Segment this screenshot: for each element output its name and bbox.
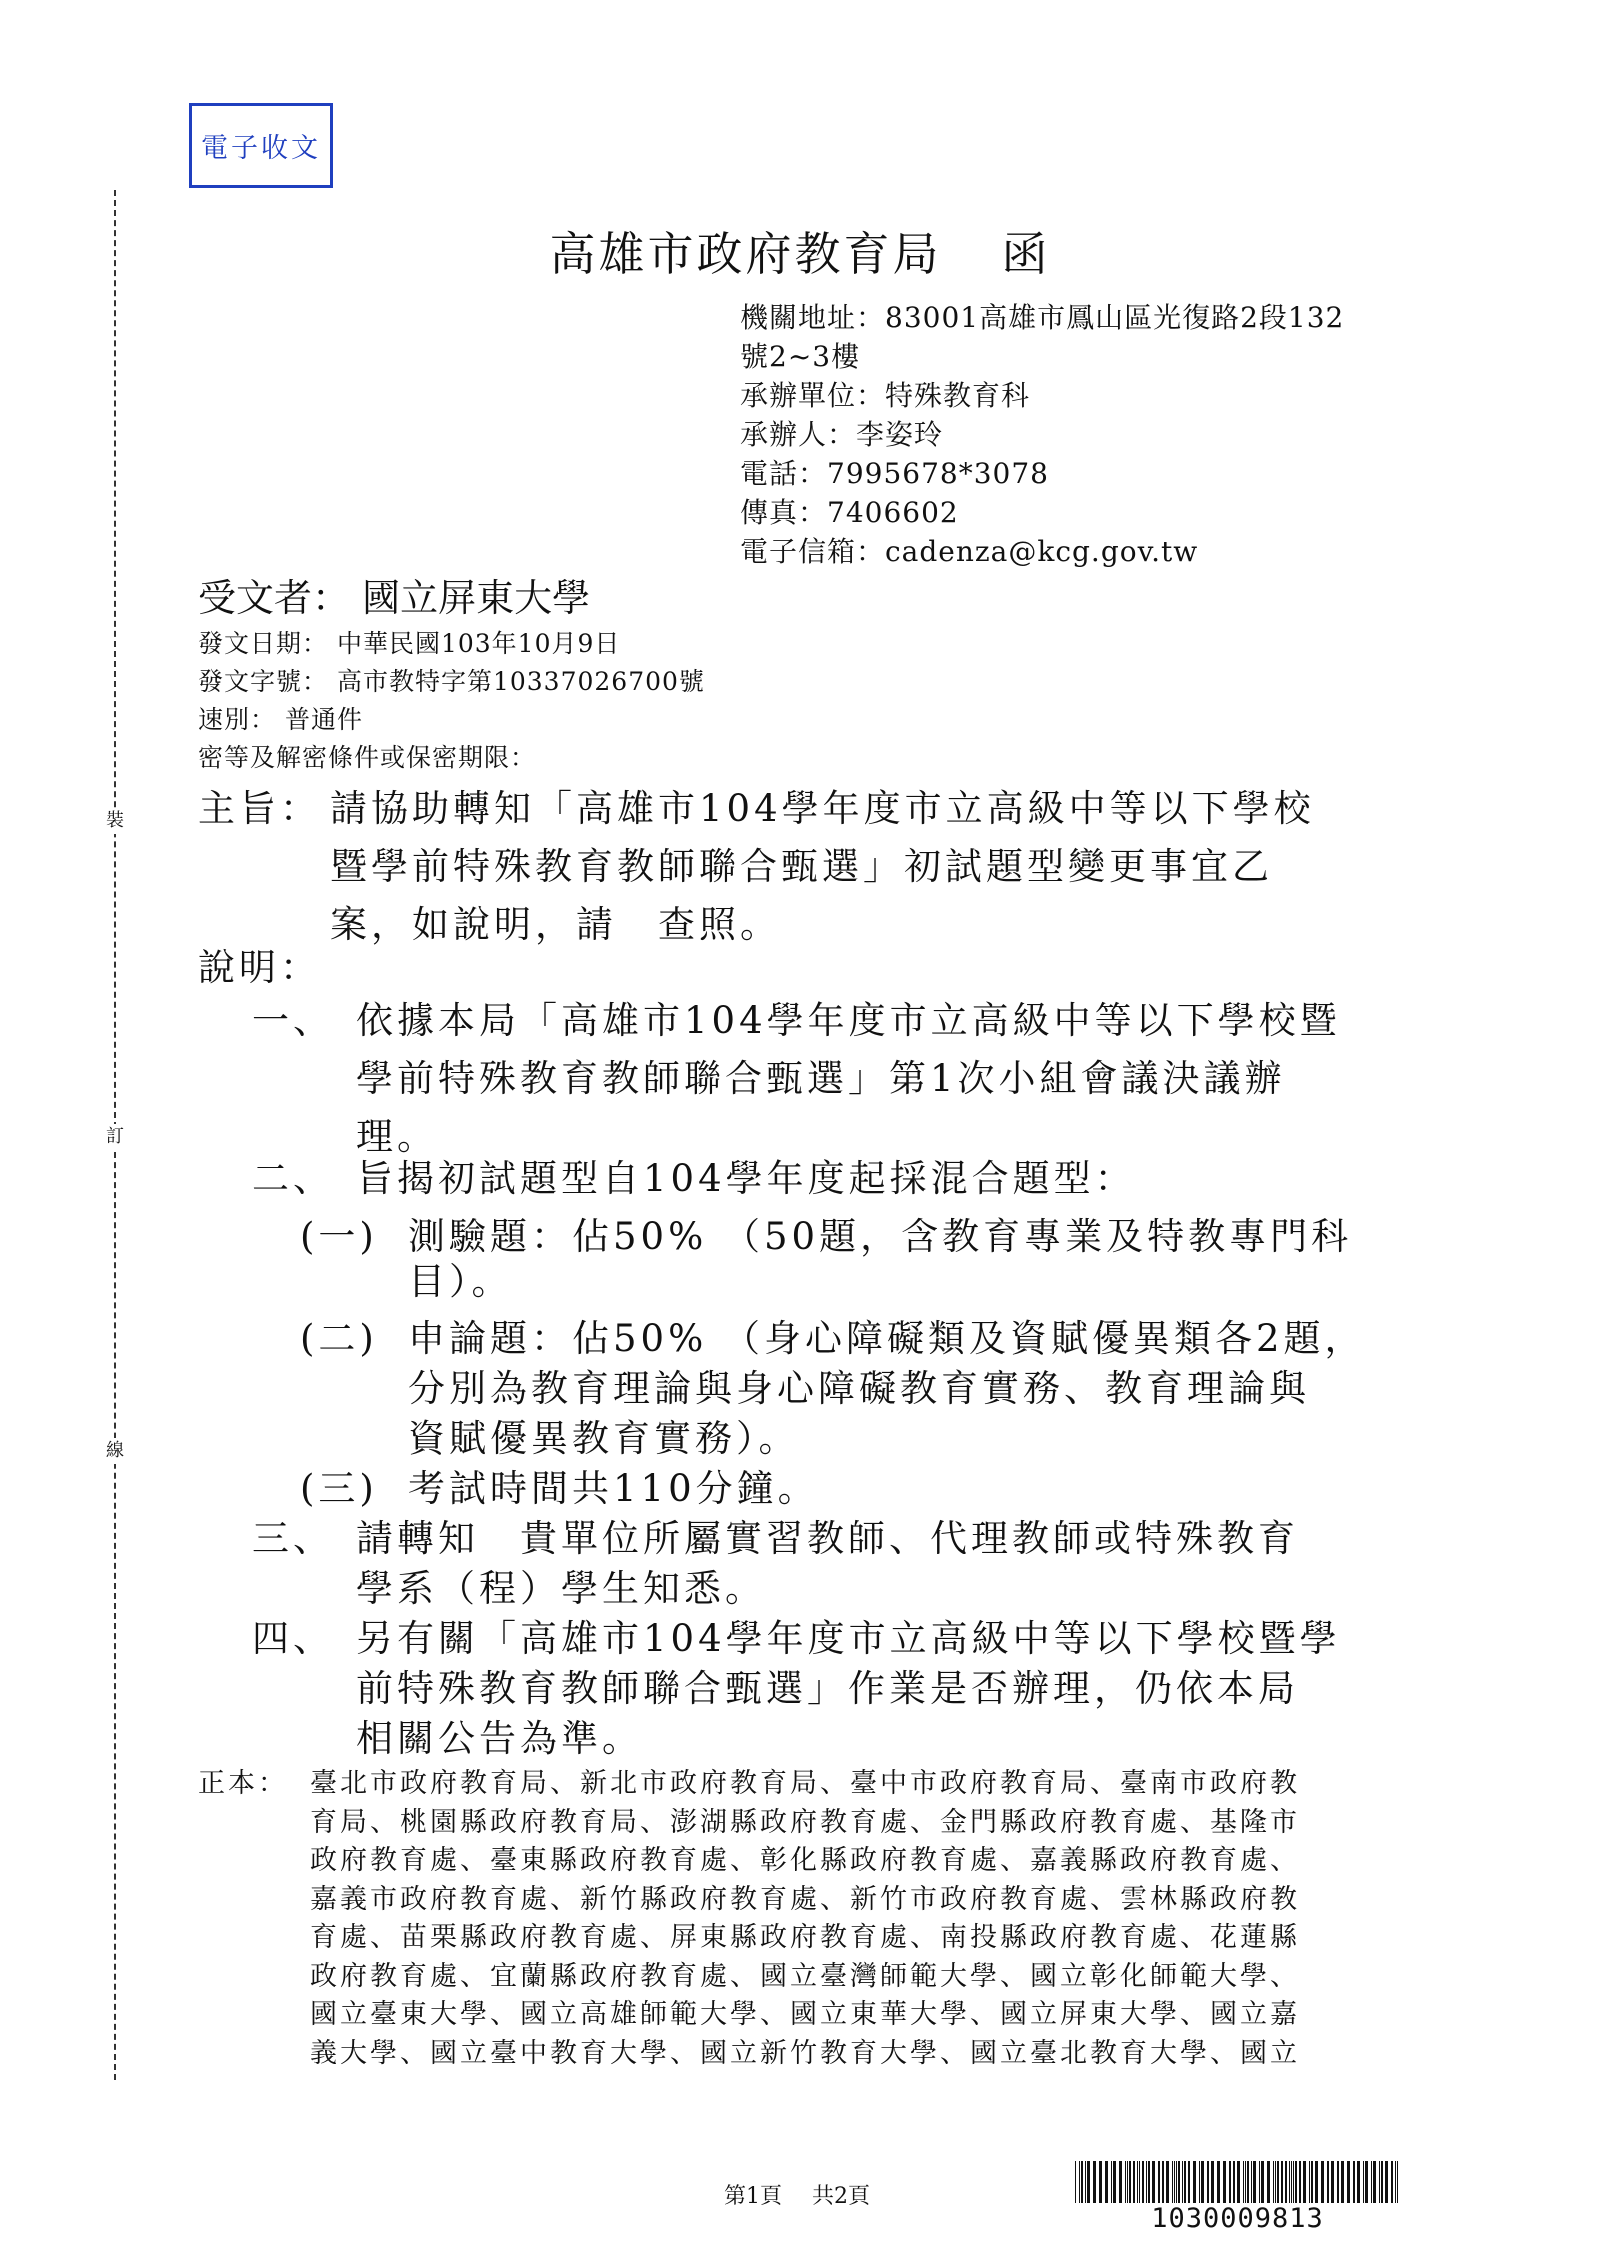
agency-address: 機關地址：83001高雄市鳳山區光復路2段132 bbox=[740, 301, 1345, 334]
handling-unit: 承辦單位：特殊教育科 bbox=[740, 379, 1031, 412]
barcode-bar bbox=[1385, 2161, 1388, 2203]
barcode-bar bbox=[1347, 2161, 1350, 2203]
recipient: 受文者： 國立屏東大學 bbox=[198, 576, 591, 620]
item-line: 另有關「高雄市104學年度市立高級中等以下學校暨學 bbox=[356, 1617, 1341, 1660]
barcode-bar bbox=[1363, 2161, 1364, 2203]
barcode-bar bbox=[1397, 2161, 1398, 2203]
cc-label: 正本： bbox=[198, 1768, 288, 1799]
barcode-bar bbox=[1079, 2161, 1080, 2203]
page-number: 第1頁 bbox=[724, 2184, 782, 2209]
barcode-bar bbox=[1193, 2161, 1196, 2203]
barcode-bar bbox=[1273, 2161, 1274, 2203]
barcode-bar bbox=[1391, 2161, 1393, 2203]
barcode-bar bbox=[1217, 2161, 1220, 2203]
barcode-bar bbox=[1365, 2161, 1368, 2203]
binding-mark-xian: 線 bbox=[102, 1438, 128, 1464]
barcode-bar bbox=[1085, 2161, 1086, 2203]
item-line: 請轉知 貴單位所屬實習教師、代理教師或特殊教育 bbox=[356, 1517, 1299, 1560]
barcode-bar bbox=[1152, 2161, 1155, 2203]
barcode-bar bbox=[1245, 2161, 1246, 2203]
binding-mark-zhuang: 裝 bbox=[102, 808, 128, 834]
barcode-bar bbox=[1148, 2161, 1150, 2203]
barcode-bar bbox=[1309, 2161, 1310, 2203]
document-title bbox=[0, 218, 1600, 284]
barcode-bar bbox=[1105, 2161, 1108, 2203]
barcode-bar bbox=[1139, 2161, 1140, 2203]
barcode bbox=[1075, 2161, 1400, 2203]
barcode-bar bbox=[1099, 2161, 1102, 2203]
item-number: 一、 bbox=[252, 999, 334, 1042]
barcode-bar bbox=[1184, 2161, 1186, 2203]
cc-line: 政府教育處、宜蘭縣政府教育處、國立臺灣師範大學、國立彰化師範大學、 bbox=[310, 1960, 1300, 1992]
cc-line: 政府教育處、臺東縣政府教育處、彰化縣政府教育處、嘉義縣政府教育處、 bbox=[310, 1845, 1300, 1876]
issuing-organization: 高雄市政府教育局 bbox=[549, 227, 942, 281]
barcode-bar bbox=[1166, 2161, 1169, 2203]
barcode-bar bbox=[1381, 2161, 1383, 2203]
document-number: 發文字號： 高市教特字第10337026700號 bbox=[198, 667, 705, 696]
barcode-bar bbox=[1188, 2161, 1190, 2203]
item-line: 目）。 bbox=[408, 1260, 513, 1303]
barcode-bar bbox=[1223, 2161, 1226, 2203]
phone: 電話：7995678*3078 bbox=[740, 457, 1049, 490]
email: 電子信箱：cadenza@kcg.gov.tw bbox=[740, 535, 1199, 568]
subject-line: 案，如說明，請 查照。 bbox=[330, 903, 781, 946]
page-total: 共2頁 bbox=[812, 2184, 870, 2209]
barcode-number: 1030009813 bbox=[1151, 2203, 1324, 2234]
item-line: 理。 bbox=[356, 1115, 438, 1158]
barcode-bar bbox=[1129, 2161, 1131, 2203]
barcode-bar bbox=[1277, 2161, 1279, 2203]
barcode-bar bbox=[1327, 2161, 1329, 2203]
barcode-bar bbox=[1261, 2161, 1264, 2203]
barcode-bar bbox=[1253, 2161, 1256, 2203]
binding-mark-ding: 訂 bbox=[102, 1124, 128, 1150]
barcode-bar bbox=[1285, 2161, 1287, 2203]
barcode-bar bbox=[1337, 2161, 1339, 2203]
barcode-bar bbox=[1331, 2161, 1334, 2203]
barcode-bar bbox=[1087, 2161, 1090, 2203]
barcode-bar bbox=[1291, 2161, 1292, 2203]
item-line: 考試時間共110分鐘。 bbox=[408, 1467, 819, 1510]
barcode-bar bbox=[1233, 2161, 1235, 2203]
barcode-bar bbox=[1137, 2161, 1138, 2203]
item-line: 申論題：佔50% （身心障礙類及資賦優異類各2題， bbox=[408, 1317, 1366, 1360]
barcode-bar bbox=[1259, 2161, 1260, 2203]
issue-date: 發文日期： 中華民國103年10月9日 bbox=[198, 629, 621, 658]
page-indicator bbox=[724, 2179, 870, 2210]
cc-line: 育局、桃園縣政府教育局、澎湖縣政府教育處、金門縣政府教育處、基隆市 bbox=[310, 1806, 1300, 1838]
barcode-bar bbox=[1075, 2161, 1076, 2203]
item-line: 相關公告為準。 bbox=[356, 1717, 643, 1760]
cc-line: 育處、苗栗縣政府教育處、屏東縣政府教育處、南投縣政府教育處、花蓮縣 bbox=[310, 1922, 1300, 1953]
barcode-bar bbox=[1379, 2161, 1380, 2203]
barcode-bar bbox=[1146, 2161, 1147, 2203]
barcode-bar bbox=[1371, 2161, 1372, 2203]
barcode-bar bbox=[1299, 2161, 1301, 2203]
item-line: 分別為教育理論與身心障礙教育實務、教育理論與 bbox=[408, 1367, 1310, 1410]
confidentiality: 密等及解密條件或保密期限： bbox=[198, 743, 537, 772]
barcode-bar bbox=[1142, 2161, 1144, 2203]
barcode-bar bbox=[1093, 2161, 1096, 2203]
barcode-bar bbox=[1119, 2161, 1122, 2203]
barcode-bar bbox=[1201, 2161, 1204, 2203]
agency-address-cont: 號2~3樓 bbox=[740, 340, 861, 373]
barcode-bar bbox=[1395, 2161, 1396, 2203]
fax: 傳真：7406602 bbox=[740, 496, 959, 529]
barcode-bar bbox=[1162, 2161, 1164, 2203]
cc-line: 國立臺東大學、國立高雄師範大學、國立東華大學、國立屏東大學、國立嘉 bbox=[310, 1999, 1300, 2030]
speed-class: 速別： 普通件 bbox=[198, 705, 363, 734]
item-line: 學系（程）學生知悉。 bbox=[356, 1567, 766, 1610]
barcode-bar bbox=[1295, 2161, 1297, 2203]
barcode-bar bbox=[1172, 2161, 1173, 2203]
item-line: 學前特殊教育教師聯合甄選」第1次小組會議決議辦 bbox=[356, 1057, 1286, 1100]
barcode-bar bbox=[1251, 2161, 1252, 2203]
barcode-bar bbox=[1158, 2161, 1160, 2203]
barcode-bar bbox=[1229, 2161, 1231, 2203]
cc-line: 嘉義市政府教育處、新竹縣政府教育處、新竹市政府教育處、雲林縣政府教 bbox=[310, 1883, 1300, 1915]
barcode-bar bbox=[1303, 2161, 1306, 2203]
barcode-bar bbox=[1247, 2161, 1249, 2203]
cc-line: 義大學、國立臺中教育大學、國立新竹教育大學、國立臺北教育大學、國立 bbox=[310, 2037, 1300, 2069]
barcode-bar bbox=[1237, 2161, 1240, 2203]
item-line: 資賦優異教育實務）。 bbox=[408, 1417, 800, 1460]
subitem-number: (三) bbox=[300, 1467, 378, 1510]
item-number: 二、 bbox=[252, 1157, 334, 1200]
barcode-bar bbox=[1125, 2161, 1126, 2203]
barcode-bar bbox=[1133, 2161, 1135, 2203]
item-number: 三、 bbox=[252, 1517, 334, 1560]
barcode-bar bbox=[1199, 2161, 1200, 2203]
barcode-bar bbox=[1293, 2161, 1294, 2203]
barcode-bar bbox=[1267, 2161, 1270, 2203]
barcode-bar bbox=[1127, 2161, 1128, 2203]
item-line: 旨揭初試題型自104學年度起採混合題型： bbox=[356, 1157, 1136, 1200]
handler: 承辦人：李姿玲 bbox=[740, 418, 944, 451]
barcode-bar bbox=[1341, 2161, 1344, 2203]
barcode-bar bbox=[1275, 2161, 1276, 2203]
cc-line: 臺北市政府教育局、新北市政府教育局、臺中市政府教育局、臺南市政府教 bbox=[310, 1768, 1300, 1799]
barcode-bar bbox=[1178, 2161, 1180, 2203]
subject-label: 主旨： bbox=[198, 787, 321, 830]
item-line: 前特殊教育教師聯合甄選」作業是否辦理，仍依本局 bbox=[356, 1667, 1299, 1710]
explanation-label: 說明： bbox=[198, 946, 321, 989]
barcode-bar bbox=[1353, 2161, 1355, 2203]
barcode-bar bbox=[1243, 2161, 1244, 2203]
subject-line: 請協助轉知「高雄市104學年度市立高級中等以下學校 bbox=[330, 787, 1315, 830]
item-line: 測驗題：佔50% （50題，含教育專業及特教專門科 bbox=[408, 1215, 1353, 1258]
document-type: 函 bbox=[1001, 227, 1051, 281]
barcode-bar bbox=[1207, 2161, 1209, 2203]
subitem-number: (一) bbox=[300, 1215, 378, 1258]
barcode-bar bbox=[1321, 2161, 1324, 2203]
item-number: 四、 bbox=[252, 1617, 334, 1660]
barcode-bar bbox=[1315, 2161, 1318, 2203]
barcode-bar bbox=[1081, 2161, 1083, 2203]
barcode-bar bbox=[1281, 2161, 1283, 2203]
barcode-bar bbox=[1311, 2161, 1313, 2203]
barcode-bar bbox=[1176, 2161, 1177, 2203]
barcode-bar bbox=[1373, 2161, 1376, 2203]
barcode-bar bbox=[1174, 2161, 1175, 2203]
item-line: 依據本局「高雄市104學年度市立高級中等以下學校暨 bbox=[356, 999, 1341, 1042]
barcode-bar bbox=[1357, 2161, 1360, 2203]
barcode-bar bbox=[1113, 2161, 1116, 2203]
electronic-receipt-stamp: 電子收文 bbox=[189, 103, 333, 188]
subitem-number: (二) bbox=[300, 1317, 378, 1360]
barcode-bar bbox=[1289, 2161, 1290, 2203]
subject-line: 暨學前特殊教育教師聯合甄選」初試題型變更事宜乙 bbox=[330, 845, 1273, 888]
barcode-bar bbox=[1182, 2161, 1183, 2203]
barcode-bar bbox=[1111, 2161, 1112, 2203]
barcode-bar bbox=[1211, 2161, 1214, 2203]
